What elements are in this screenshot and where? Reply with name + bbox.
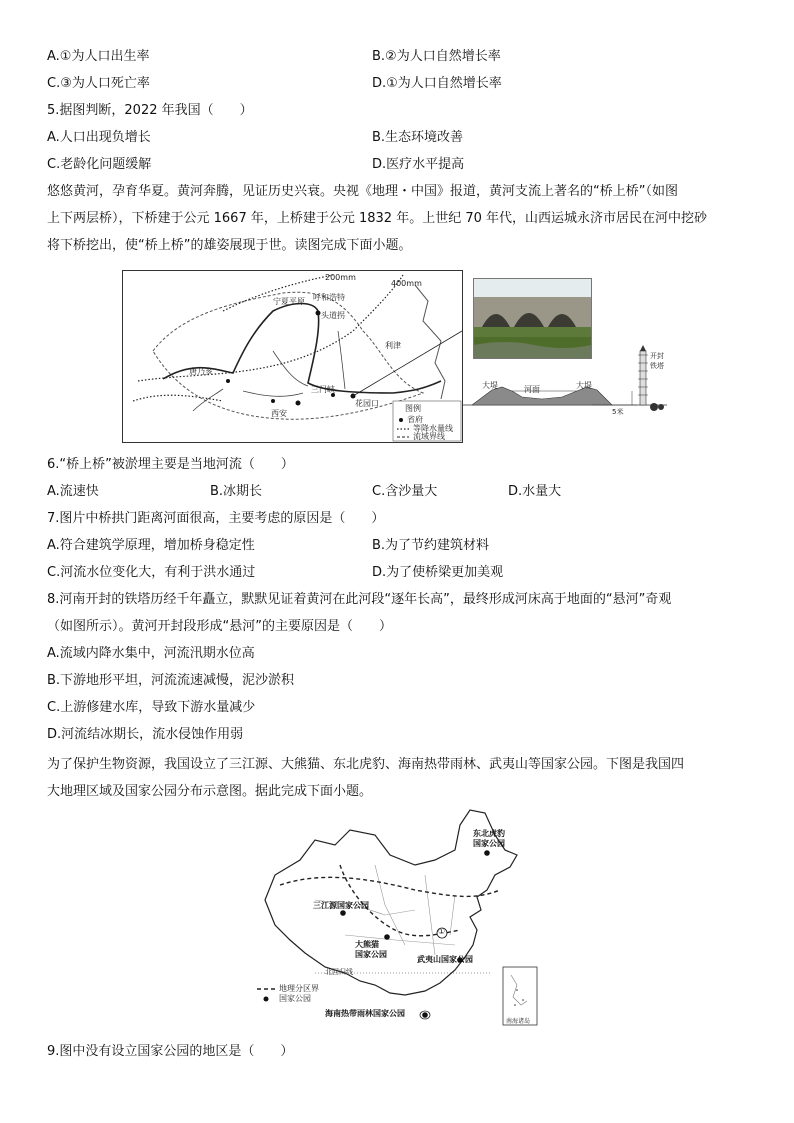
- q5-stem: 5.据图判断，2022 年我国（ ）: [47, 103, 253, 118]
- huhehaote-label: 呼和浩特: [313, 293, 345, 302]
- q4-option-a: A.①为人口出生率: [47, 49, 150, 64]
- yellow-river-map: [122, 270, 463, 443]
- q4-option-c: C.③为人口死亡率: [47, 76, 150, 91]
- q4-option-b: B.②为人口自然增长率: [372, 49, 501, 64]
- inset-label: 南海诸岛: [506, 1018, 531, 1025]
- passage2-line1: 为了保护生物资源，我国设立了三江源、大熊猫、东北虎豹、海南热带雨林、武夷山等国家公园。下图是我国四: [47, 757, 685, 772]
- ningxia-label: 宁夏平原: [273, 297, 305, 306]
- q5-option-c: C.老龄化问题缓解: [47, 157, 152, 172]
- q7-option-b: B.为了节约建筑材料: [372, 538, 490, 553]
- profile-river-surface: 河面: [524, 385, 540, 394]
- legend-national-park: 国家公园: [279, 994, 311, 1003]
- q7-option-a: A.符合建筑学原理，增加桥身稳定性: [47, 538, 255, 553]
- label-sanjiangyuan: 三江源国家公园: [313, 901, 369, 910]
- passage2-line2: 大地理区域及国家公园分布示意图。据此完成下面小题。: [47, 784, 373, 799]
- passage1-line2: 上下两层桥），下桥建于公元 1667 年，上桥建于公元 1832 年。上世纪 70 年代，山西运城永济市居民在河中挖砂: [47, 211, 708, 226]
- china-parks-map: [255, 805, 540, 1030]
- q5-option-a: A.人口出现负增长: [47, 130, 151, 145]
- isohyet-400-label: 400mm: [391, 279, 422, 288]
- label-wuyi-park: 武夷山国家公园: [417, 955, 473, 964]
- label-tropic-of-cancer: 北回归线: [325, 968, 353, 976]
- q8-stem-line1: 8.河南开封的铁塔历经千年矗立，默默见证着黄河在此河段“逐年长高”，最终形成河床高于地面的“悬河”奇观: [47, 592, 672, 607]
- q9-stem: 9.图中没有设立国家公园的地区是（ ）: [47, 1044, 294, 1059]
- profile-tower-label: 开封铁塔: [650, 352, 664, 370]
- q6-option-d: D.水量大: [508, 484, 562, 499]
- q7-option-c: C.河流水位变化大，有利于洪水通过: [47, 565, 256, 580]
- passage1-line3: 将下桥挖出，使“桥上桥”的雄姿展现于世。读图完成下面小题。: [47, 238, 412, 253]
- q5-option-d: D.医疗水平提高: [372, 157, 465, 172]
- q4-option-d: D.①为人口自然增长率: [372, 76, 502, 91]
- profile-height-label: 5米: [612, 408, 624, 416]
- q8-option-c: C.上游修建水库，导致下游水量减少: [47, 700, 256, 715]
- xian-label: 西安: [271, 409, 287, 418]
- q8-stem-line2: （如图所示）。黄河开封段形成“悬河”的主要原因是（ ）: [47, 619, 392, 634]
- label-panda-park-2: 国家公园: [355, 950, 387, 959]
- label-panda-park: 大熊猫: [355, 940, 379, 949]
- legend-basin: 流域界线: [413, 432, 445, 441]
- passage1-line1: 悠悠黄河，孕育华夏。黄河奔腾，见证历史兴衰。央视《地理・中国》报道，黄河支流上著名的“桥上桥”（如图: [47, 184, 678, 199]
- label-hainan-park: 海南热带雨林国家公园: [325, 1009, 405, 1018]
- q6-option-c: C.含沙量大: [372, 484, 438, 499]
- huayuankou-label: 花园口: [355, 399, 379, 408]
- legend-title: 图例: [405, 404, 421, 413]
- legend-city: 省府: [407, 415, 423, 424]
- q8-option-b: B.下游地形平坦，河流流速减慢，泥沙淤积: [47, 673, 295, 688]
- q7-stem: 7.图片中桥拱门距离河面很高，主要考虑的原因是（ ）: [47, 511, 385, 526]
- isohyet-200-label: 200mm: [325, 273, 356, 282]
- river-profile: [462, 345, 667, 425]
- q6-stem: 6.“桥上桥”被淤埋主要是当地河流（ ）: [47, 457, 294, 472]
- tangnaihai-label: 唐乃亥: [189, 367, 213, 376]
- q7-option-d: D.为了使桥梁更加美观: [372, 565, 504, 580]
- label-northeast-park-2: 国家公园: [473, 839, 505, 848]
- label-region-1: ①: [438, 927, 446, 936]
- q6-option-a: A.流速快: [47, 484, 99, 499]
- legend-region-boundary: 地理分区界: [279, 984, 319, 993]
- sanmenxia-label: 三门峡: [311, 385, 335, 394]
- q8-option-d: D.河流结冰期长，流水侵蚀作用弱: [47, 727, 244, 742]
- legend-isohyet: 等降水量线: [413, 424, 453, 433]
- toudaoguai-label: 头道拐: [321, 311, 345, 320]
- profile-right-levee: 大堤: [576, 381, 592, 390]
- q8-option-a: A.流域内降水集中，河流汛期水位高: [47, 646, 255, 661]
- q5-option-b: B.生态环境改善: [372, 130, 464, 145]
- q6-option-b: B.冰期长: [210, 484, 263, 499]
- profile-left-levee: 大堤: [482, 381, 498, 390]
- label-northeast-park: 东北虎豹: [473, 829, 505, 838]
- lijin-label: 利津: [385, 341, 401, 350]
